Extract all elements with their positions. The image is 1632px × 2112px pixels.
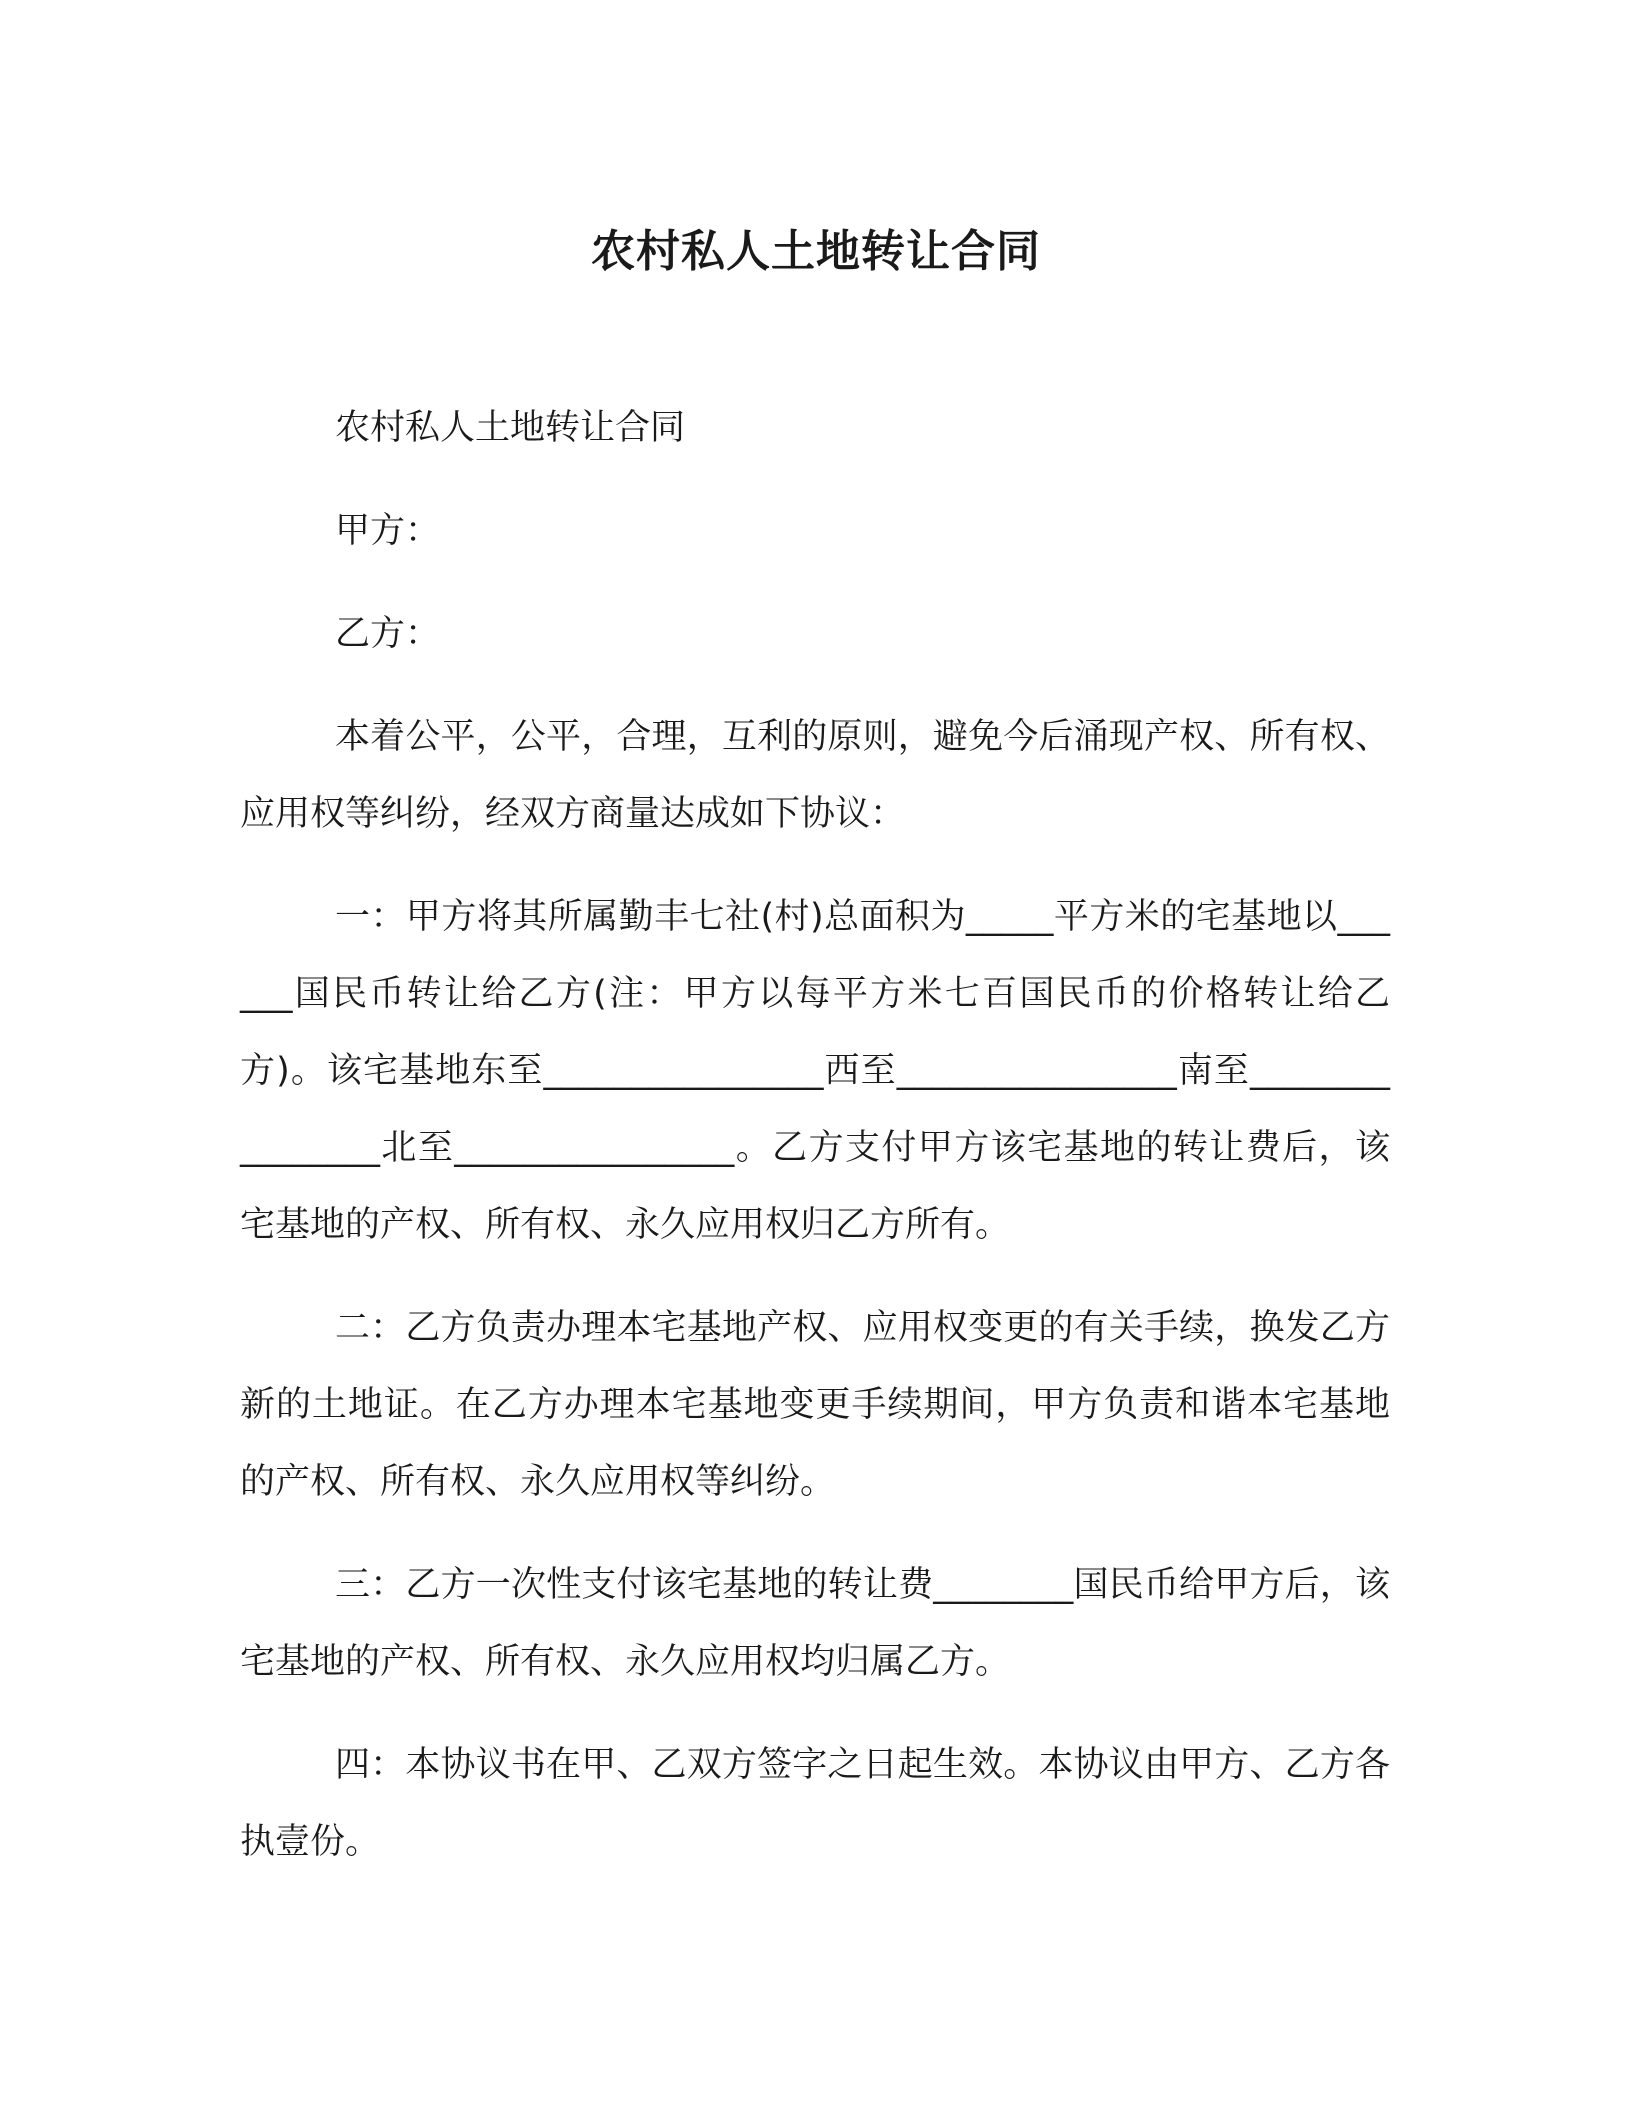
clause-1-paragraph: 一：甲方将其所属勤丰七社(村)总面积为_____平方米的宅基地以______国民币转让给乙方(注：甲方以每平方米七百国民币的价格转让给乙方)。该宅基地东至________________西至________________南至________________北至________________。乙方支付甲方该宅基地的转让费后，该宅基地的产权、所有权、永久应用权归乙方所有。: [240, 897, 1390, 1245]
document-body: [240, 390, 1390, 1907]
document-subtitle: 农村私人土地转让合同: [335, 408, 686, 448]
document-title: 农村私人土地转让合同: [591, 226, 1041, 277]
party-a-label: 甲方：: [335, 511, 441, 551]
clause-4-paragraph: 四：本协议书在甲、乙双方签字之日起生效。本协议由甲方、乙方各执壹份。: [240, 1745, 1390, 1862]
clause-2-paragraph: 二：乙方负责办理本宅基地产权、应用权变更的有关手续，换发乙方新的土地证。在乙方办理本宅基地变更手续期间，甲方负责和谐本宅基地的产权、所有权、永久应用权等纠纷。: [240, 1308, 1390, 1502]
preamble-paragraph: 本着公平，公平，合理，互利的原则，避免今后涌现产权、所有权、应用权等纠纷，经双方商量达成如下协议：: [240, 717, 1390, 834]
clause-3-paragraph: 三：乙方一次性支付该宅基地的转让费________国民币给甲方后，该宅基地的产权、所有权、永久应用权均归属乙方。: [240, 1565, 1390, 1682]
party-b-label: 乙方：: [335, 614, 441, 654]
